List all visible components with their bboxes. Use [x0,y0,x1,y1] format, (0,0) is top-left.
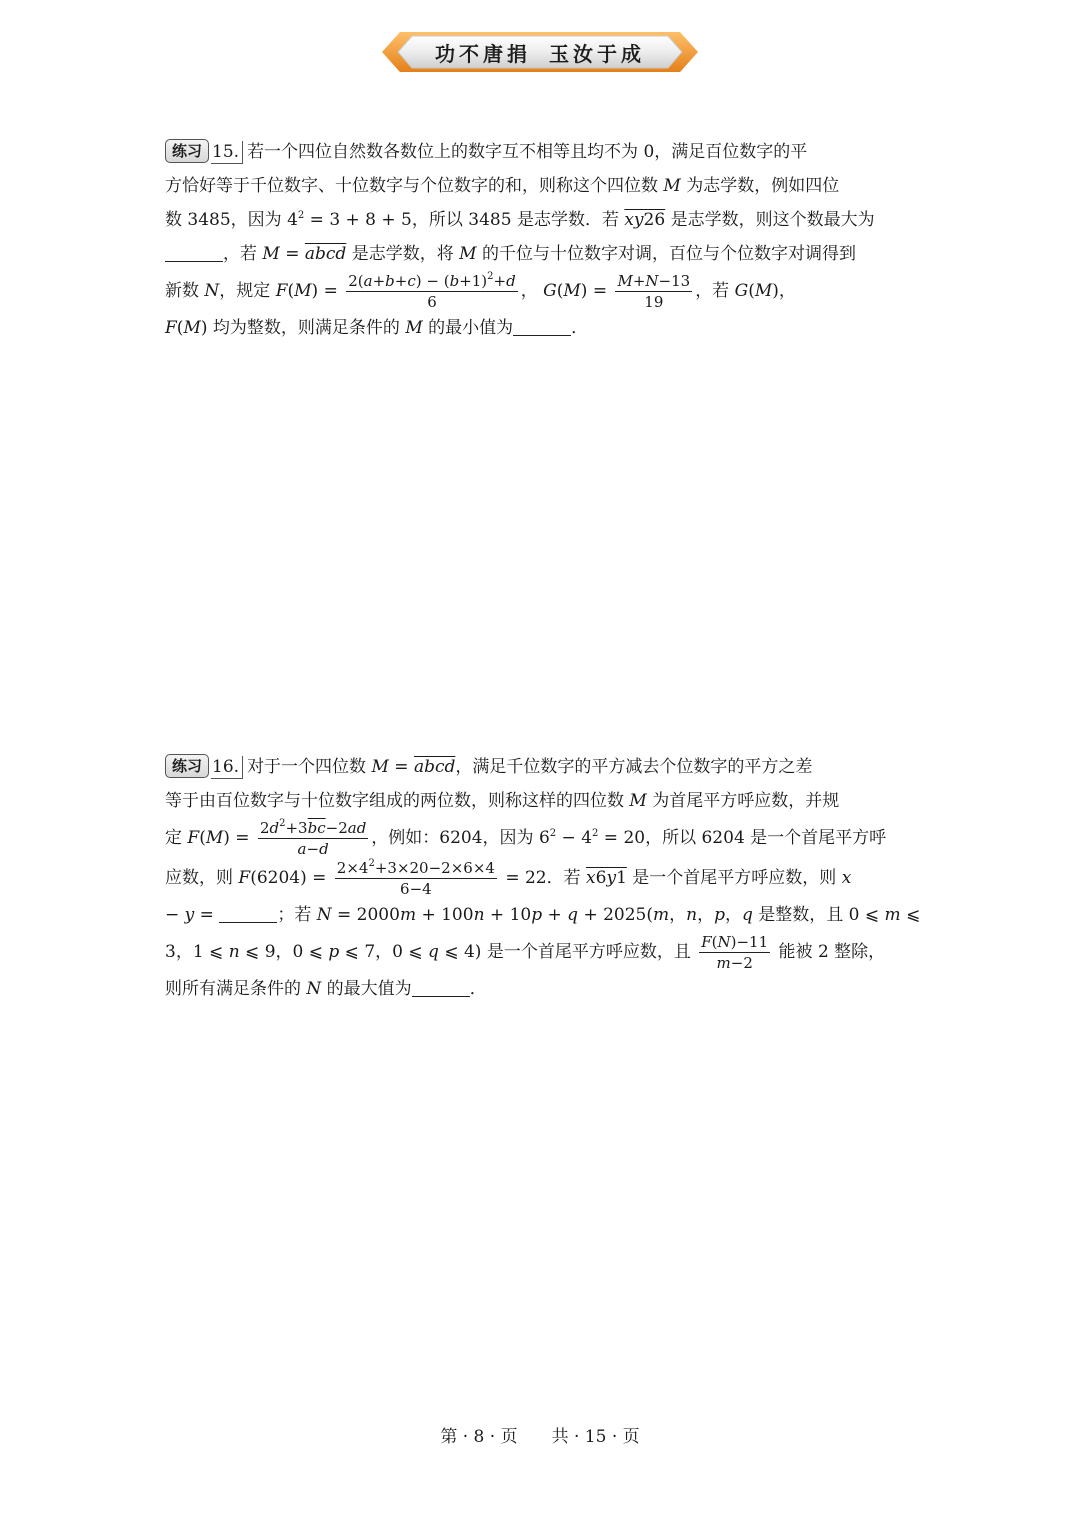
problem-16-line-4: 应数，则 F(6204) = $\frac{2\times 4^2+3\times 20-2\times 6\times 4}{6-4}$ = 22．若 x6y1 是一个首尾平方呼应数，则 x [165,858,852,898]
header-banner [382,30,698,74]
banner-motto-left: 功不唐捐 [435,41,531,66]
problem-15-line-6: F(M) 均为整数，则满足条件的 M 的最小值为 ． [165,311,919,345]
answer-blank[interactable] [513,315,571,336]
problem-16 [165,750,919,1006]
problem-16-line-5: − y = ；若 N = 2000m + 100n + 10p + q + 2025(m，n，p，q 是整数，且 0 ⩽ m ⩽ [165,898,919,932]
problem-16-line-2: 等于由百位数字与十位数字组成的两位数，则称这样的四位数 M 为首尾平方呼应数，并规 [165,791,840,811]
exercise-tag: 练习 [165,754,209,778]
problem-16-line-6: 3，1 ⩽ n ⩽ 9，0 ⩽ p ⩽ 7，0 ⩽ q ⩽ 4) 是一个首尾平方呼应数，且 $\frac{F(N)-11}{m-2}$ 能被 2 整除， [165,933,886,972]
banner-motto-right: 玉汝于成 [549,41,645,66]
problem-15-line-2: 方恰好等于千位数字、十位数字与个位数字的和，则称这个四位数 M 为志学数，例如四位 [165,176,840,196]
page-footer: 第 · 8 · 页 共 · 15 · 页 [440,1427,640,1447]
problem-16-line-3: 定 F(M) = $\frac{2d^2+3\overline{bc}-2ad}{a-d}$ ，例如：6204，因为 $6^2 - 4^2 = 20$，所以 6204 是一个首尾平方呼 [165,818,887,858]
problem-16-line-7: 则所有满足条件的 N 的最大值为 ． [165,972,919,1006]
banner-motto [382,30,698,74]
fraction: $\frac{2d^2+3\overline{bc}-2ad}{a-d}$ [259,818,367,858]
problem-15 [165,135,919,345]
problem-15-line-3: 数 3485，因为 $4^2 = 3 + 8 + 5$，所以 3485 是志学数．若 $\overline{xy}26$ 是志学数，则这个数最大为 [165,210,875,230]
answer-blank[interactable] [219,902,277,923]
problem-16-line-1: 练习 16. 对于一个四位数 M = abcd，满足千位数字的平方减去个位数字的平方之差 [165,750,919,784]
answer-blank[interactable] [412,976,470,997]
problem-number: 15. [211,141,243,164]
fraction: $\frac{2\times 4^2+3\times 20-2\times 6\times 4}{6-4}$ [336,858,495,898]
fraction: $\frac{F(N)-11}{m-2}$ [701,933,769,972]
fraction: $\frac{M+N-13}{19}$ [617,272,691,311]
exercise-tag: 练习 [165,139,209,163]
problem-15-line-1: 练习 15. 若一个四位自然数各数位上的数字互不相等且均不为 0，满足百位数字的平 [165,135,919,169]
answer-blank[interactable] [165,241,223,262]
problem-15-line-5: 新数 N，规定 F(M) = $\frac{2(a+b+c) - (b+1)^2+d}{6}$ ， G(M) = $\frac{M+N-13}{19}$ ，若 G(M)， [165,271,796,311]
problem-number: 16. [211,756,243,779]
fraction: $\frac{2(a+b+c) - (b+1)^2+d}{6}$ [348,271,516,311]
problem-15-line-4: ，若 M = abcd 是志学数，将 M 的千位与十位数字对调，百位与个位数字对调得到 [165,237,919,271]
